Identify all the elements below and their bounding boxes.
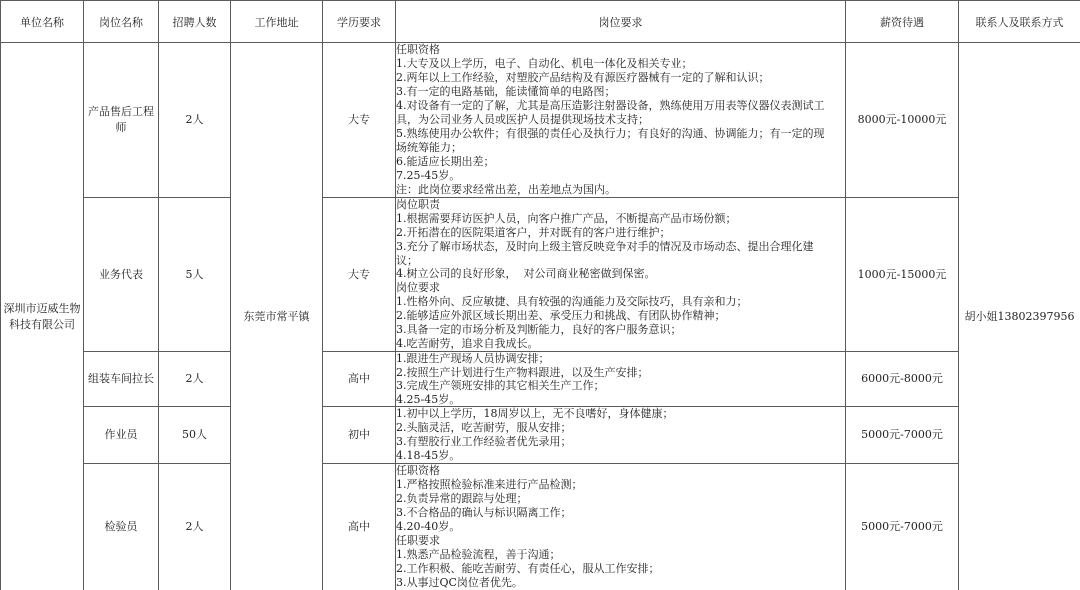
header-address: 工作地址 (231, 1, 323, 43)
requirement-line: 4.18-45岁。 (396, 449, 461, 462)
header-salary: 薪资待遇 (846, 1, 959, 43)
requirement-line: 岗位职责 (396, 198, 440, 211)
requirement-line: 4.25-45岁。 (396, 392, 461, 406)
requirement-line: 2.能够适应外派区域长期出差、承受压力和挑战、有团队协作精神； (396, 309, 726, 323)
requirements-cell (396, 198, 846, 352)
requirement-line: 1.熟悉产品检验流程，善于沟通； (396, 548, 561, 561)
requirements-list (396, 352, 845, 406)
salary: 6000元-8000元 (846, 352, 959, 407)
requirement-line: 具，为公司业务人员或医护人员提供现场技术支持； (396, 113, 649, 126)
position-title: 作业员 (84, 407, 159, 464)
table-row (1, 464, 1080, 590)
education: 大专 (323, 43, 396, 198)
position-title: 检验员 (84, 464, 159, 590)
header-position: 岗位名称 (84, 1, 159, 43)
requirement-line: 2.两年以上工作经验，对塑胶产品结构及有源医疗器械有一定的了解和认识； (396, 71, 770, 84)
education: 初中 (323, 407, 396, 464)
header-education: 学历要求 (323, 1, 396, 43)
requirement-line: 3.完成生产领班安排的其它相关生产工作； (396, 379, 605, 392)
education: 大专 (323, 198, 396, 352)
requirement-line: 注：此岗位要求经常出差，出差地点为国内。 (396, 183, 616, 196)
requirement-line: 1.初中以上学历，18周岁以上，无不良嗜好，身体健康； (396, 407, 674, 420)
education: 高中 (323, 464, 396, 590)
requirement-line: 1.性格外向、反应敏捷、具有较强的沟通能力及交际技巧，具有亲和力； (396, 295, 748, 309)
position-title: 产品售后工程师 (84, 43, 159, 198)
company-name: 深圳市迈威生物科技有限公司 (1, 43, 84, 590)
salary: 1000元-15000元 (846, 198, 959, 352)
table-row (1, 43, 1080, 198)
requirement-line: 4.吃苦耐劳，追求自我成长。 (396, 336, 539, 350)
requirement-line: 2.头脑灵活，吃苦耐劳，服从安排； (396, 421, 572, 434)
requirements-list (396, 407, 845, 463)
requirements-list (396, 464, 845, 590)
headcount: 50人 (159, 407, 231, 464)
requirement-line: 4.树立公司的良好形象， 对公司商业秘密做到保密。 (396, 267, 656, 281)
requirement-line: 1.根据需要拜访医护人员，向客户推广产品，不断提高产品市场份额； (396, 211, 737, 225)
requirements-cell (396, 407, 846, 464)
salary: 5000元-7000元 (846, 407, 959, 464)
headcount: 2人 (159, 464, 231, 590)
requirement-line: 3.从事过QC岗位者优先。 (396, 576, 523, 589)
requirement-line: 2.开拓潜在的医院渠道客户，并对既有的客户进行维护； (396, 225, 671, 239)
requirement-line: 1.严格按照检验标准来进行产品检测； (396, 478, 583, 491)
requirements-list (396, 198, 845, 351)
position-title: 组装车间拉长 (84, 352, 159, 407)
contact: 胡小姐13802397956 (959, 43, 1080, 590)
position-title: 业务代表 (84, 198, 159, 352)
headcount: 2人 (159, 352, 231, 407)
header-company: 单位名称 (1, 1, 84, 43)
requirement-line: 任职要求 (396, 534, 440, 547)
requirements-cell (396, 43, 846, 198)
requirement-line: 2.工作积极、能吃苦耐劳、有责任心，服从工作安排； (396, 562, 660, 575)
headcount: 2人 (159, 43, 231, 198)
requirement-line: 3.不合格品的确认与标识隔离工作； (396, 506, 572, 519)
requirements-list (396, 43, 845, 197)
work-address: 东莞市常平镇 (231, 43, 323, 590)
requirements-cell (396, 352, 846, 407)
headcount: 5人 (159, 198, 231, 352)
header-headcount: 招聘人数 (159, 1, 231, 43)
requirement-line: 4.20-40岁。 (396, 520, 461, 533)
requirement-line: 议； (396, 253, 418, 267)
requirement-line: 岗位要求 (396, 281, 440, 295)
education: 高中 (323, 352, 396, 407)
salary: 5000元-7000元 (846, 464, 959, 590)
requirement-line: 6.能适应长期出差； (396, 155, 495, 168)
table-row (1, 198, 1080, 352)
table-row (1, 352, 1080, 407)
table-row (1, 407, 1080, 464)
requirement-line: 任职资格 (396, 464, 440, 477)
requirement-line: 场统筹能力； (396, 141, 462, 154)
salary: 8000元-10000元 (846, 43, 959, 198)
requirement-line: 4.对设备有一定的了解，尤其是高压造影注射器设备，熟练使用万用表等仪器仪表测试工 (396, 99, 825, 112)
header-contact: 联系人及联系方式 (959, 1, 1080, 43)
requirement-line: 7.25-45岁。 (396, 169, 461, 182)
requirement-line: 2.按照生产计划进行生产物料跟进，以及生产安排； (396, 365, 649, 379)
table-header-row (1, 1, 1080, 43)
requirement-line: 3.有一定的电路基础，能读懂简单的电路图； (396, 85, 616, 98)
requirement-line: 3.充分了解市场状态，及时向上级主管反映竞争对手的情况及市场动态、提出合理化建 (396, 239, 814, 253)
requirement-line: 3.具备一定的市场分析及判断能力，良好的客户服务意识； (396, 323, 682, 337)
requirement-line: 任职资格 (396, 43, 440, 56)
requirement-line: 3.有塑胶行业工作经验者优先录用； (396, 435, 572, 448)
requirement-line: 1.跟进生产现场人员协调安排； (396, 352, 550, 365)
requirement-line: 1.大专及以上学历，电子、自动化、机电一体化及相关专业； (396, 57, 693, 70)
requirement-line: 2.负责异常的跟踪与处理； (396, 492, 528, 505)
header-requirements: 岗位要求 (396, 1, 846, 43)
requirement-line: 5.熟练使用办公软件；有很强的责任心及执行力；有良好的沟通、协调能力；有一定的现 (396, 127, 825, 140)
requirements-cell (396, 464, 846, 590)
